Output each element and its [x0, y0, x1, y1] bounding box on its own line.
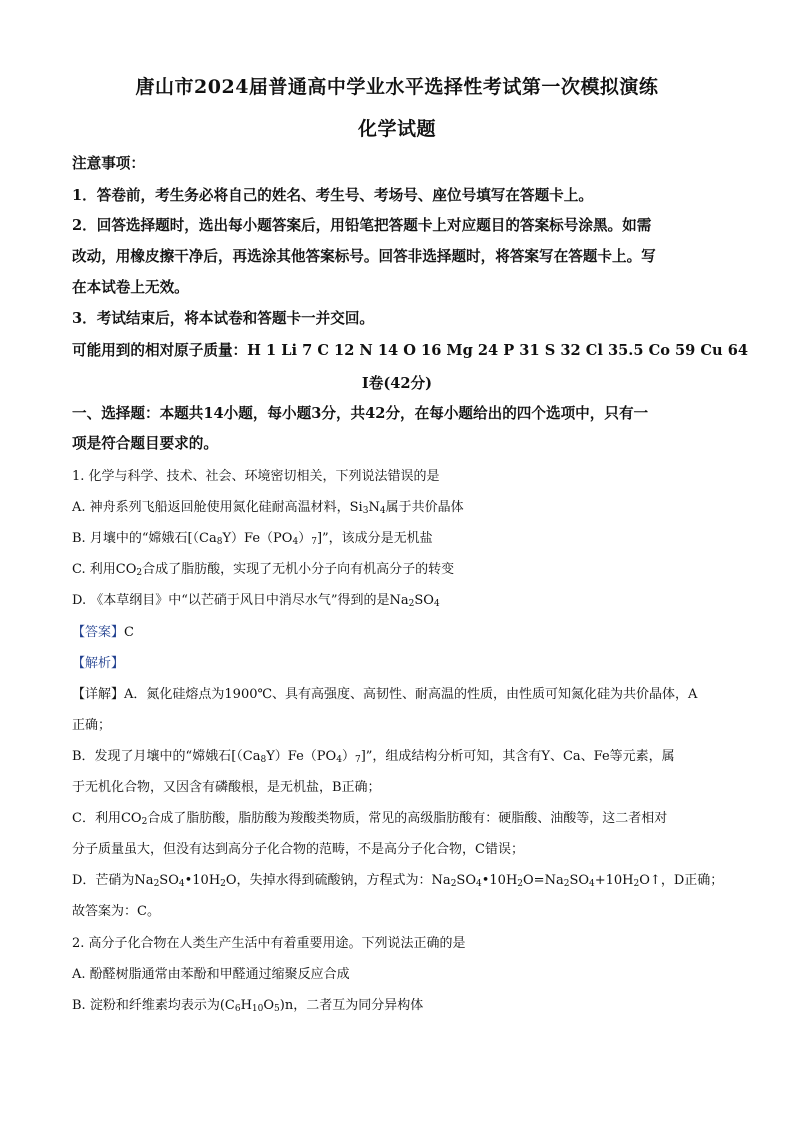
q1-answer: 【答案】C: [72, 625, 134, 640]
q1-detail-c-line-2: 分子质量虽大，但没有达到高分子化合物的范畴，不是高分子化合物，C错误；: [72, 842, 524, 857]
q1-detail-b-line-2: 于无机化合物，又因含有磷酸根，是无机盐，B正确；: [72, 780, 381, 795]
page-title: 唐山市2024届普通高中学业水平选择性考试第一次模拟演练: [135, 76, 659, 98]
q2-stem: 2. 高分子化合物在人类生产生活中有着重要用途。下列说法正确的是: [72, 936, 466, 951]
notice-item-2-line-2: 改动，用橡皮擦干净后，再选涂其他答案标号。回答非选择题时，将答案写在答题卡上。写: [72, 248, 656, 265]
section-label: Ⅰ卷(42分): [361, 375, 433, 392]
notice-heading: 注意事项：: [72, 155, 145, 172]
q1-detail-a-line-2: 正确；: [72, 718, 112, 733]
q2-option-a: A. 酚醛树脂通常由苯酚和甲醛通过缩聚反应合成: [72, 967, 350, 982]
section-intro-line-2: 项是符合题目要求的。: [72, 435, 218, 452]
q1-detail-b-line-1: B．发现了月壤中的“嫦娥石$[(Ca_8Y)Fe(PO_4)_7]$”，组成结构分析可知，其含有Y、Ca、Fe等元素，属: [72, 749, 675, 765]
q1-conclusion: 故答案为：C。: [72, 904, 160, 919]
q1-option-b: B. 月壤中的“嫦娥石$[(Ca_8Y)Fe(PO_4)_7]$”，该成分是无机盐: [72, 531, 433, 547]
answer-tag: 【答案】: [72, 625, 125, 640]
notice-item-3: 3．考试结束后，将本试卷和答题卡一并交回。: [72, 310, 375, 327]
atomic-masses: 可能用到的相对原子质量：H 1 Li 7 C 12 N 14 O 16 Mg 24 P 31 S 32 Cl 35.5 Co 59 Cu 64: [72, 342, 749, 359]
q1-option-a: A. 神舟系列飞船返回舱使用氮化硅耐高温材料，$Si_3N_4$属于共价晶体: [72, 500, 464, 516]
q1-stem: 1. 化学与科学、技术、社会、环境密切相关，下列说法错误的是: [72, 469, 440, 484]
q1-detail-d: D．芒硝为$Na_2SO_4•10H_2O$，失掉水得到硫酸钠，方程式为：$Na_2SO_4•10H_2O=Na_2SO_4+10H_2O↑$，D正确；: [72, 873, 724, 889]
q2-option-b: B. 淀粉和纤维素均表示为$(C_6H_{10}O_5)n$，二者互为同分异构体: [72, 998, 424, 1014]
notice-item-2-line-1: 2．回答选择题时，选出每小题答案后，用铅笔把答题卡上对应题目的答案标号涂黑。如需: [72, 217, 652, 234]
q1-option-c: C. 利用$CO_2$合成了脂肪酸，实现了无机小分子向有机高分子的转变: [72, 562, 455, 578]
q1-analysis-tag: 【解析】: [72, 656, 125, 671]
q1-detail-c-line-1: C．利用$CO_2$合成了脂肪酸，脂肪酸为羧酸类物质，常见的高级脂肪酸有：硬脂酸、油酸等，这二者相对: [72, 811, 668, 827]
page-subtitle: 化学试题: [357, 118, 436, 140]
q1-detail-a-line-1: 【详解】A．氮化硅熔点为1900℃、具有高强度、高韧性、耐高温的性质，由性质可知氮化硅为共价晶体，A: [72, 687, 698, 702]
notice-item-1: 1．答卷前，考生务必将自己的姓名、考生号、考场号、座位号填写在答题卡上。: [72, 187, 593, 204]
notice-item-2-line-3: 在本试卷上无效。: [72, 279, 189, 296]
section-intro-line-1: 一、选择题：本题共14小题，每小题3分，共42分，在每小题给出的四个选项中，只有一: [72, 405, 649, 422]
q1-option-d: D. 《本草纲目》中“以芒硝于风日中消尽水气”得到的是$Na_2SO_4$: [72, 593, 440, 609]
